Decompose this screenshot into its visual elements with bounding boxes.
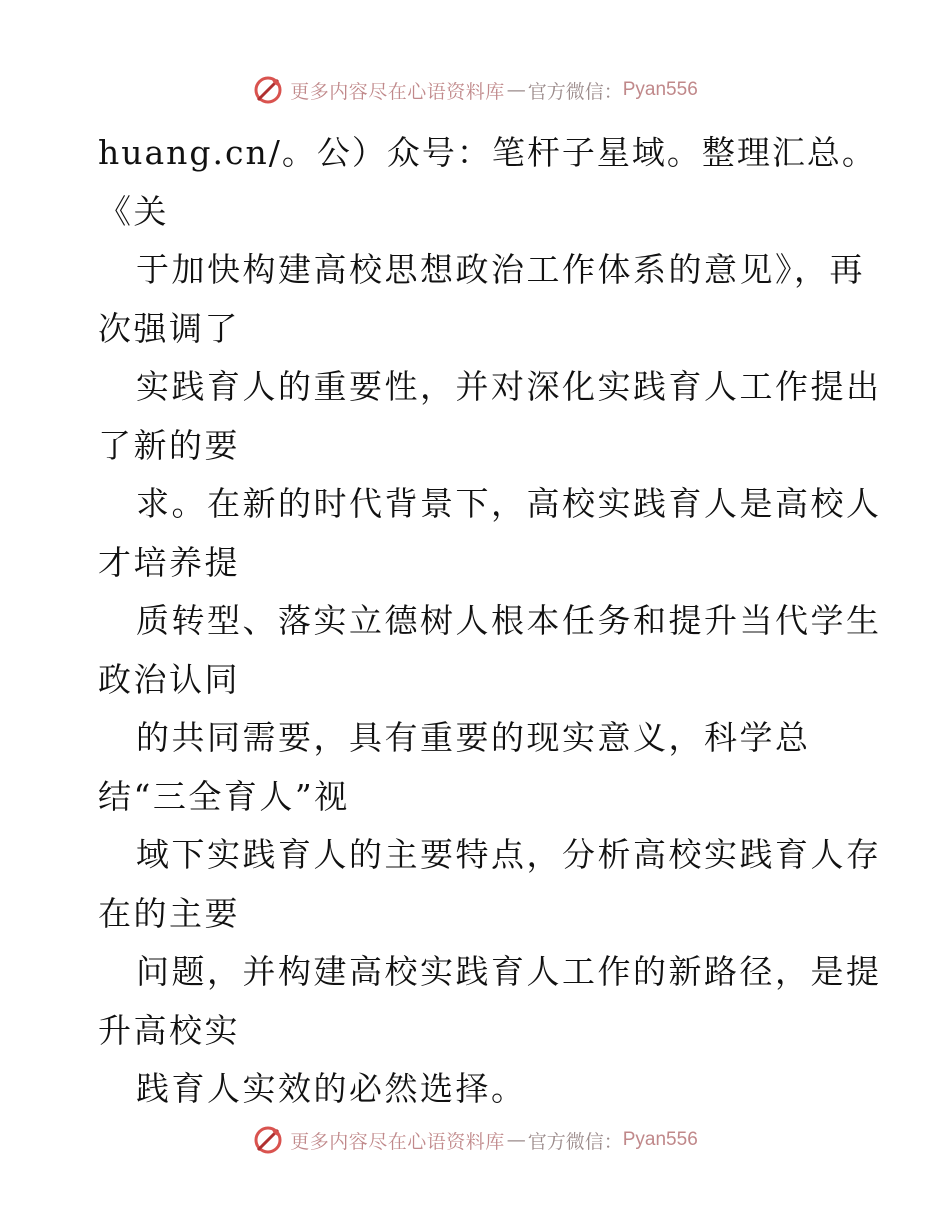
text-line: 求。在新的时代背景下，高校实践育人是高校人 <box>136 484 882 523</box>
text-line: 于加快构建高校思想政治工作体系的意见》，再 <box>136 250 865 289</box>
banner-wechat-id: Pyan556 <box>622 79 698 100</box>
banner-wechat-label: 官方微信： <box>527 80 623 103</box>
feather-logo-icon <box>252 74 284 106</box>
text-line: 质转型、落实立德树人根本任务和提升当代学生 <box>136 601 882 640</box>
text-line: 政治认同 <box>98 659 240 699</box>
text-line: 升高校实 <box>98 1010 240 1050</box>
banner-main-text: 更多内容尽在心语资料库 <box>290 1130 505 1153</box>
text-line: 践育人实效的必然选择。 <box>136 1069 527 1108</box>
document-body <box>98 124 898 1119</box>
text-line: 的共同需要，具有重要的现实意义，科学总 <box>136 718 811 757</box>
header-banner <box>0 70 950 110</box>
footer-banner <box>0 1120 950 1160</box>
text-line: 《关 <box>98 191 169 231</box>
text-line: 了新的要 <box>98 425 240 465</box>
text-line: 结“三全育人”视 <box>98 776 350 816</box>
text-line: 实践育人的重要性，并对深化实践育人工作提出 <box>136 367 882 406</box>
banner-wechat-label: 官方微信： <box>527 1130 623 1153</box>
banner-dash: — <box>506 79 526 101</box>
banner-wechat-id: Pyan556 <box>622 1129 698 1150</box>
text-line: 次强调了 <box>98 308 240 348</box>
banner-main-text: 更多内容尽在心语资料库 <box>290 80 505 103</box>
text-line: 域下实践育人的主要特点，分析高校实践育人存 <box>136 835 882 874</box>
text-line: 问题，并构建高校实践育人工作的新路径，是提 <box>136 952 882 991</box>
text-line: 在的主要 <box>98 893 240 933</box>
text-line: huang.cn/。公）众号：笔杆子星域。整理汇总。 <box>98 133 877 172</box>
text-line: 才培养提 <box>98 542 240 582</box>
feather-logo-icon <box>252 1124 284 1156</box>
banner-dash: — <box>506 1129 526 1151</box>
